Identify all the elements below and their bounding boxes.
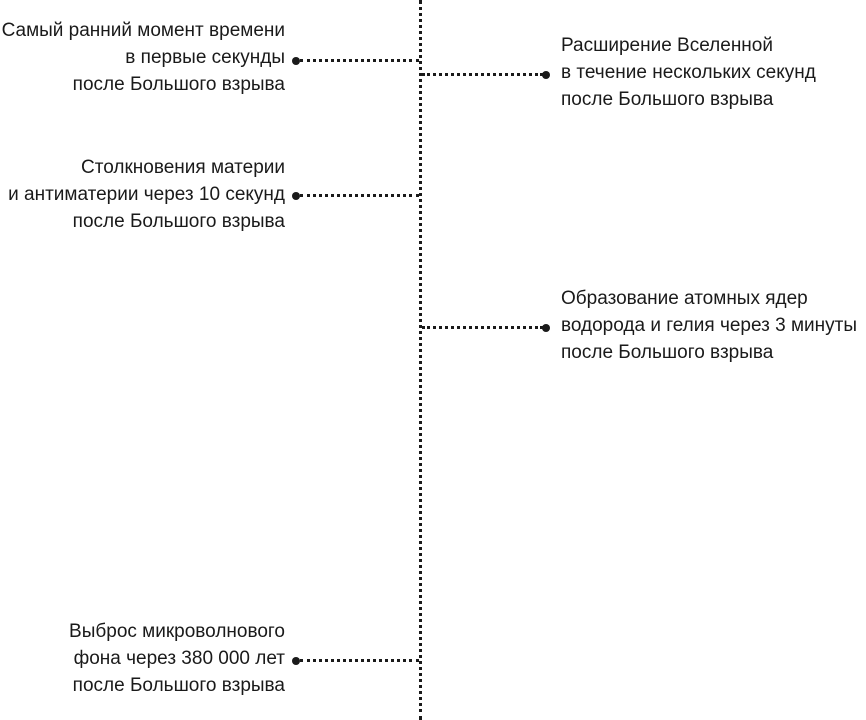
event-text-line: Самый ранний момент времени	[1, 20, 285, 41]
event-earliest-moment	[2, 17, 285, 98]
timeline-axis	[419, 0, 422, 720]
event-text-line: после Большого взрыва	[561, 342, 774, 363]
event-universe-expansion	[561, 32, 816, 113]
event-text-line: фона через 380 000 лет	[73, 648, 285, 669]
event-text-line: после Большого взрыва	[72, 675, 285, 696]
event-marker-dot	[292, 657, 300, 665]
event-text-line: Столкновения материи	[81, 157, 285, 178]
event-connector	[300, 194, 419, 197]
event-text-line: после Большого взрыва	[72, 74, 285, 95]
event-text-line: в течение нескольких секунд	[561, 62, 816, 83]
event-text-line: после Большого взрыва	[72, 211, 285, 232]
event-marker-dot	[542, 71, 550, 79]
event-text-line: водорода и гелия через 3 минуты	[561, 315, 857, 336]
event-nucleosynthesis	[561, 285, 857, 366]
event-text-line: Расширение Вселенной	[561, 35, 773, 56]
event-marker-dot	[292, 192, 300, 200]
event-matter-antimatter	[8, 154, 285, 235]
event-text-line: и антиматерии через 10 секунд	[8, 184, 285, 205]
event-connector	[300, 59, 419, 62]
event-marker-dot	[542, 324, 550, 332]
event-text-line: в первые секунды	[125, 47, 285, 68]
event-text-line: после Большого взрыва	[561, 89, 774, 110]
event-marker-dot	[292, 57, 300, 65]
event-connector	[422, 73, 543, 76]
event-text-line: Выброс микроволнового	[69, 621, 285, 642]
event-connector	[300, 659, 419, 662]
event-microwave-background	[69, 618, 285, 699]
event-text-line: Образование атомных ядер	[561, 288, 808, 309]
event-connector	[422, 326, 543, 329]
